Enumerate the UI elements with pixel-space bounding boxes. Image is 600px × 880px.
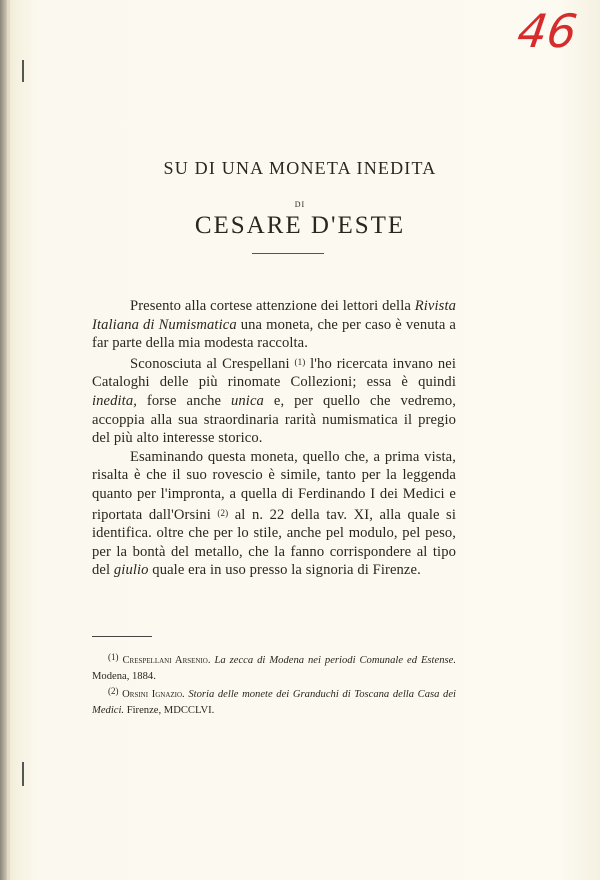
footnote-2 [92, 684, 456, 718]
word-giulio: giulio [113, 562, 149, 579]
p2-text-b: l'ho ricercata invano nei Cataloghi delle più rinomate Collezioni; essa è quindi [92, 355, 456, 391]
word-unica: unica [231, 392, 264, 409]
word-inedita: inedita, [92, 392, 137, 409]
footnote-2-mark: (2) [108, 686, 119, 696]
p2-text-d: e, per quello che vedremo, accoppia alla sua straordinaria rarità numismatica il pregio del più alto interesse storico. [92, 392, 457, 447]
page-left-edge [0, 0, 7, 880]
paragraph-1 [92, 297, 456, 353]
title-line-1: SU DI UNA MONETA INEDITA [163, 158, 437, 178]
binding-mark-bottom [22, 762, 24, 786]
footnote-1-rest: Modena, 1884. [92, 670, 156, 682]
footnote-1 [92, 650, 456, 684]
p1-text-b: una moneta, che per caso è venuta a far parte della mia modesta raccolta. [92, 316, 456, 352]
footnotes [92, 650, 456, 718]
footnote-1-author: Crespellani Arsenio. [122, 655, 211, 666]
handwritten-page-number: 46 [514, 4, 581, 58]
journal-name: Rivista Italiana di Numismatica [92, 298, 456, 333]
title-line-2: CESARE D'ESTE [194, 212, 406, 239]
footnote-1-mark: (1) [108, 652, 119, 662]
p2-text-c: forse anche [136, 392, 231, 409]
p3-text-c: quale era in uso presso la signoria di Firenze. [148, 562, 421, 579]
footnote-2-author: Orsini Ignazio. [122, 689, 185, 700]
article-body [92, 297, 456, 580]
paragraph-3 [92, 448, 456, 580]
footnote-ref-2: (2) [217, 507, 229, 518]
footnote-2-title: Storia delle monete dei Granduchi di Toscana della Casa dei Medici. [92, 689, 456, 716]
p1-text-a: Presento alla cortese attenzione dei lettori della [130, 298, 415, 314]
footnote-ref-1: (1) [294, 356, 306, 367]
binding-mark-top [22, 60, 24, 82]
footnote-1-title: La zecca di Modena nei periodi Comunale ed Estense. [214, 655, 456, 666]
footnote-2-rest: Firenze, MDCCLVI. [124, 704, 215, 716]
p2-text-a: Sconosciuta al Crespellani [130, 355, 295, 372]
title-connector: DI [294, 200, 306, 209]
title-divider [252, 253, 324, 254]
p3-text-a: Esaminando questa moneta, quello che, a prima vista, risalta è che il suo rovescio è simile, tanto per la leggenda quanto per l'impronta, a quella di Ferdinando I dei Medici e riportata dall'Orsini [92, 448, 456, 523]
p3-text-b: al n. 22 della tav. XI, alla quale si identifica. oltre che per lo stile, anche pel modulo, pel peso, per la bontà del metallo, che la fanno corrispondere al tipo del [92, 506, 456, 579]
paragraph-2 [92, 353, 456, 448]
page-edge-strip [7, 0, 10, 880]
footnote-divider [92, 636, 152, 637]
